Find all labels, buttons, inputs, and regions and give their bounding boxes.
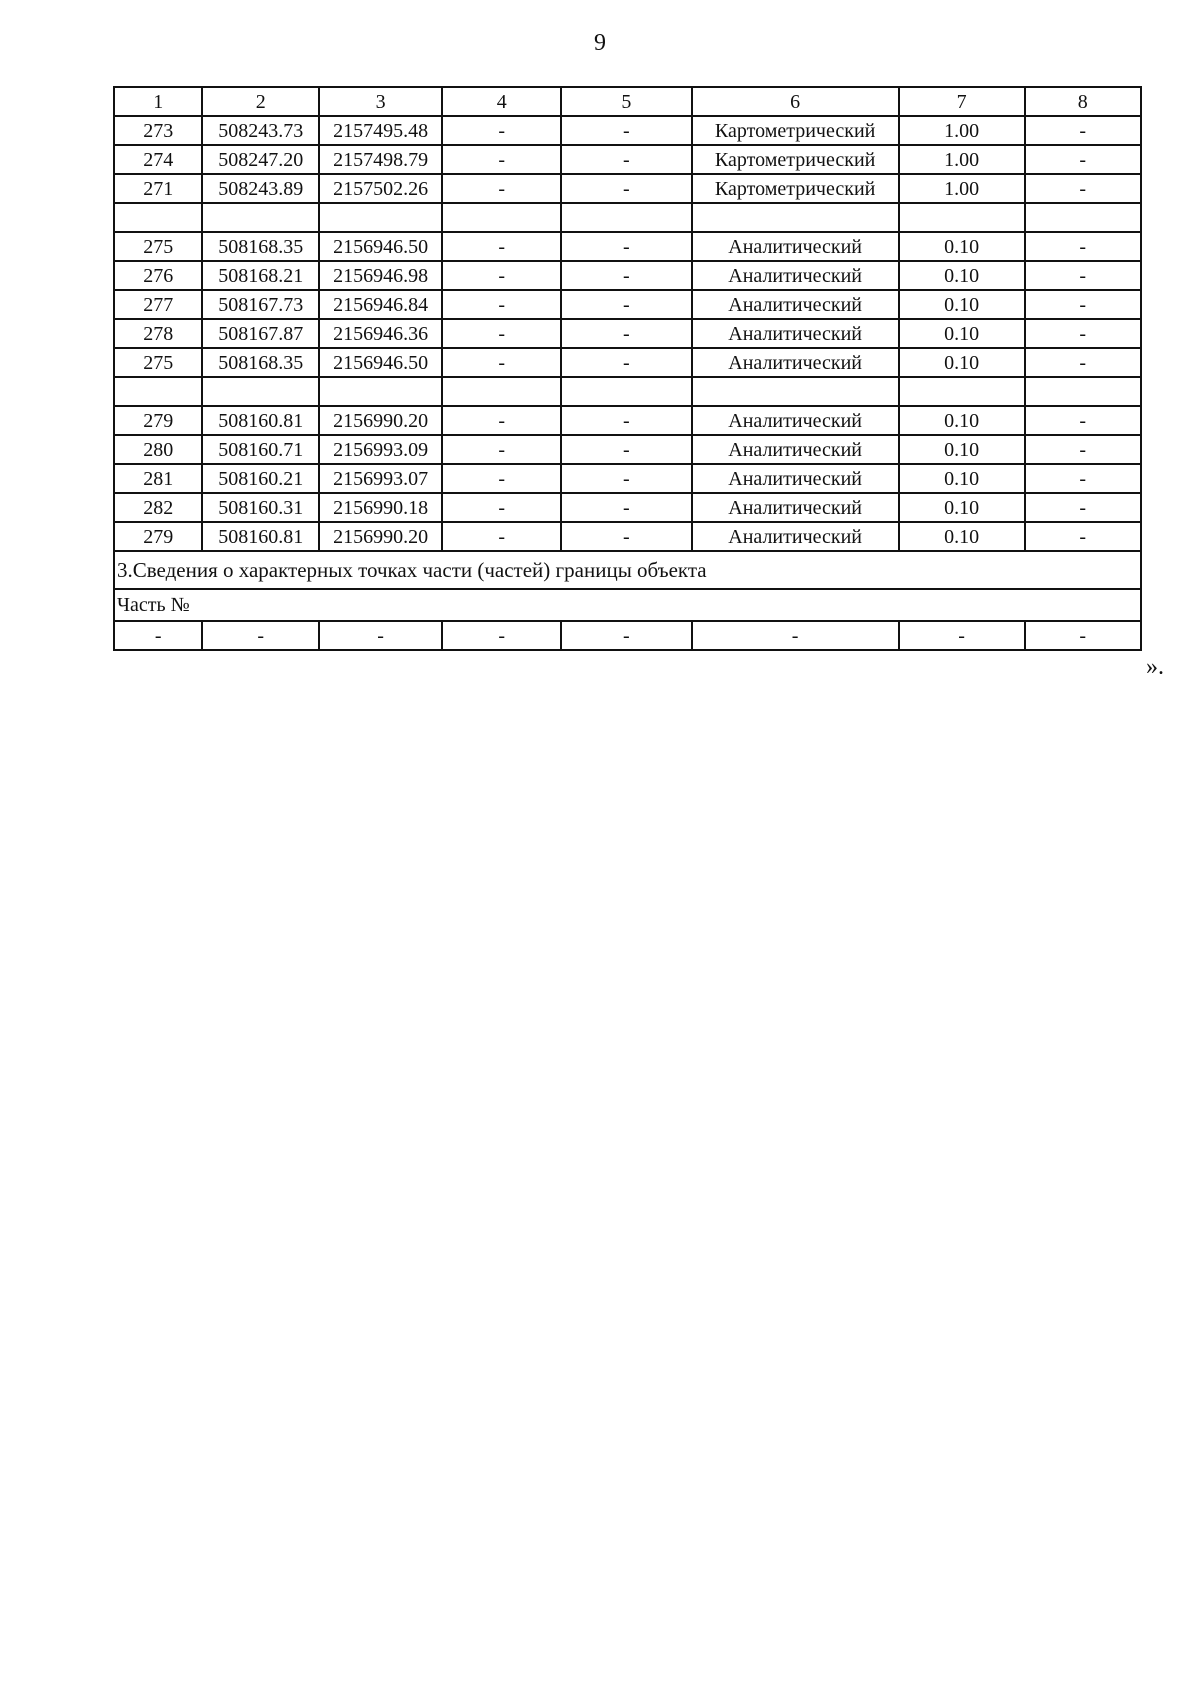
table-cell: 508160.31	[202, 493, 318, 522]
table-cell: -	[1025, 435, 1141, 464]
table-cell	[692, 203, 899, 232]
table-cell: 8	[1025, 87, 1141, 116]
table-cell: Аналитический	[692, 522, 899, 551]
table-cell: 0.10	[899, 319, 1025, 348]
table-cell: 2156990.20	[319, 406, 442, 435]
table-cell: 508243.73	[202, 116, 318, 145]
table-cell	[114, 377, 202, 406]
table-cell: 271	[114, 174, 202, 203]
table-cell: -	[442, 261, 561, 290]
table-row	[114, 261, 1141, 290]
table-cell: -	[1025, 464, 1141, 493]
table-cell: Аналитический	[692, 232, 899, 261]
table-cell: Картометрический	[692, 116, 899, 145]
table-cell: 2156946.36	[319, 319, 442, 348]
table-cell: 0.10	[899, 406, 1025, 435]
table-row	[114, 174, 1141, 203]
table-cell: -	[114, 621, 202, 650]
table-cell: 2156946.50	[319, 232, 442, 261]
table-cell: -	[442, 406, 561, 435]
table-row	[114, 406, 1141, 435]
table-cell: -	[1025, 290, 1141, 319]
table-cell: 274	[114, 145, 202, 174]
table-cell: -	[561, 435, 691, 464]
table-cell: -	[1025, 522, 1141, 551]
table-cell: 279	[114, 406, 202, 435]
table-cell: 282	[114, 493, 202, 522]
table-cell: -	[442, 319, 561, 348]
table-cell	[202, 377, 318, 406]
table-cell: 2157498.79	[319, 145, 442, 174]
table-cell	[442, 377, 561, 406]
table-cell	[202, 203, 318, 232]
table-cell: 1	[114, 87, 202, 116]
table-cell	[899, 377, 1025, 406]
table-cell	[692, 377, 899, 406]
table-row	[114, 319, 1141, 348]
table-row	[114, 377, 1141, 406]
table-cell: 2156993.09	[319, 435, 442, 464]
table-cell: -	[442, 290, 561, 319]
table-cell: 275	[114, 232, 202, 261]
table-cell: 2156990.20	[319, 522, 442, 551]
table-cell: -	[319, 621, 442, 650]
table-cell: 279	[114, 522, 202, 551]
part-label-row	[114, 589, 1141, 621]
table-cell: -	[1025, 116, 1141, 145]
part-label: Часть №	[114, 589, 1141, 621]
table-cell: -	[442, 145, 561, 174]
table-cell: 0.10	[899, 493, 1025, 522]
table-cell: -	[1025, 493, 1141, 522]
table-cell: -	[899, 621, 1025, 650]
coordinates-table	[113, 86, 1142, 651]
table-cell: 2156946.50	[319, 348, 442, 377]
table-body	[114, 87, 1141, 650]
table-cell: Аналитический	[692, 290, 899, 319]
table-header-row	[114, 87, 1141, 116]
table-cell: 275	[114, 348, 202, 377]
table-cell: 508167.87	[202, 319, 318, 348]
table-cell: -	[561, 232, 691, 261]
table-cell: -	[442, 522, 561, 551]
table-row	[114, 464, 1141, 493]
table-cell: -	[442, 435, 561, 464]
table-cell: Аналитический	[692, 435, 899, 464]
table-cell: -	[1025, 174, 1141, 203]
table-row	[114, 145, 1141, 174]
table-cell: 273	[114, 116, 202, 145]
table-cell	[899, 203, 1025, 232]
table-cell: -	[1025, 319, 1141, 348]
table-cell: Аналитический	[692, 348, 899, 377]
table-cell: 2157502.26	[319, 174, 442, 203]
table-cell: -	[1025, 348, 1141, 377]
table-cell: 4	[442, 87, 561, 116]
table-cell: -	[442, 174, 561, 203]
table-cell: 1.00	[899, 116, 1025, 145]
table-cell: -	[561, 406, 691, 435]
table-cell: 0.10	[899, 261, 1025, 290]
table-cell: Аналитический	[692, 493, 899, 522]
table-cell: -	[561, 174, 691, 203]
table-cell: -	[1025, 261, 1141, 290]
table-cell: 2157495.48	[319, 116, 442, 145]
table-cell: 0.10	[899, 464, 1025, 493]
table-cell: 508160.21	[202, 464, 318, 493]
table-cell: 508168.21	[202, 261, 318, 290]
table-cell: Аналитический	[692, 319, 899, 348]
table-row	[114, 493, 1141, 522]
table-cell: 1.00	[899, 145, 1025, 174]
table-cell	[1025, 203, 1141, 232]
table-cell: -	[561, 116, 691, 145]
table-cell: -	[561, 261, 691, 290]
table-cell: -	[1025, 145, 1141, 174]
table-cell: -	[692, 621, 899, 650]
table-cell	[319, 377, 442, 406]
table-cell: 5	[561, 87, 691, 116]
table-cell: 508168.35	[202, 348, 318, 377]
table-cell	[319, 203, 442, 232]
section-title: 3.Сведения о характерных точках части (частей) границы объекта	[114, 551, 1141, 589]
table-cell: -	[561, 464, 691, 493]
table-cell: -	[442, 621, 561, 650]
table-cell: 508167.73	[202, 290, 318, 319]
table-cell: -	[561, 348, 691, 377]
table-cell: 6	[692, 87, 899, 116]
table-cell: -	[561, 493, 691, 522]
table-cell: 508160.81	[202, 522, 318, 551]
table-cell: 278	[114, 319, 202, 348]
table-cell: 0.10	[899, 290, 1025, 319]
table-cell: -	[442, 464, 561, 493]
table-cell: 508243.89	[202, 174, 318, 203]
table-cell: -	[561, 319, 691, 348]
page-number: 9	[594, 30, 606, 56]
table-cell	[1025, 377, 1141, 406]
table-cell: -	[1025, 621, 1141, 650]
table-cell: 0.10	[899, 232, 1025, 261]
table-row	[114, 522, 1141, 551]
table-row	[114, 348, 1141, 377]
closing-quote-mark: ».	[1146, 654, 1164, 680]
table-cell: 2156990.18	[319, 493, 442, 522]
table-cell: -	[442, 348, 561, 377]
table-cell: -	[1025, 406, 1141, 435]
table-cell	[561, 377, 691, 406]
table-cell: 2	[202, 87, 318, 116]
table-cell: 277	[114, 290, 202, 319]
table-cell	[114, 203, 202, 232]
table-row	[114, 203, 1141, 232]
table-cell: Аналитический	[692, 261, 899, 290]
table-cell: 0.10	[899, 348, 1025, 377]
section-title-row	[114, 551, 1141, 589]
table-cell: Аналитический	[692, 406, 899, 435]
table-cell: 508168.35	[202, 232, 318, 261]
table-cell: 280	[114, 435, 202, 464]
table-cell	[561, 203, 691, 232]
table-cell: -	[561, 621, 691, 650]
table-row	[114, 435, 1141, 464]
table-cell: -	[202, 621, 318, 650]
table-cell: -	[1025, 232, 1141, 261]
table-cell: Аналитический	[692, 464, 899, 493]
table-cell	[442, 203, 561, 232]
table-cell: -	[561, 145, 691, 174]
table-cell: -	[442, 493, 561, 522]
table-cell: 0.10	[899, 522, 1025, 551]
table-cell: 508160.81	[202, 406, 318, 435]
table-cell: Картометрический	[692, 145, 899, 174]
table-cell: 276	[114, 261, 202, 290]
table-cell: 1.00	[899, 174, 1025, 203]
table-cell: 508160.71	[202, 435, 318, 464]
table-cell: -	[561, 522, 691, 551]
table-cell: Картометрический	[692, 174, 899, 203]
table-cell: -	[561, 290, 691, 319]
table-cell: 281	[114, 464, 202, 493]
table-cell: 7	[899, 87, 1025, 116]
table-cell: 2156946.98	[319, 261, 442, 290]
table-cell: 2156946.84	[319, 290, 442, 319]
table-cell: 0.10	[899, 435, 1025, 464]
table-row	[114, 290, 1141, 319]
table-cell: -	[442, 232, 561, 261]
table-cell: -	[442, 116, 561, 145]
table-row	[114, 232, 1141, 261]
dash-row	[114, 621, 1141, 650]
table-cell: 508247.20	[202, 145, 318, 174]
table-row	[114, 116, 1141, 145]
table-cell: 2156993.07	[319, 464, 442, 493]
table-cell: 3	[319, 87, 442, 116]
